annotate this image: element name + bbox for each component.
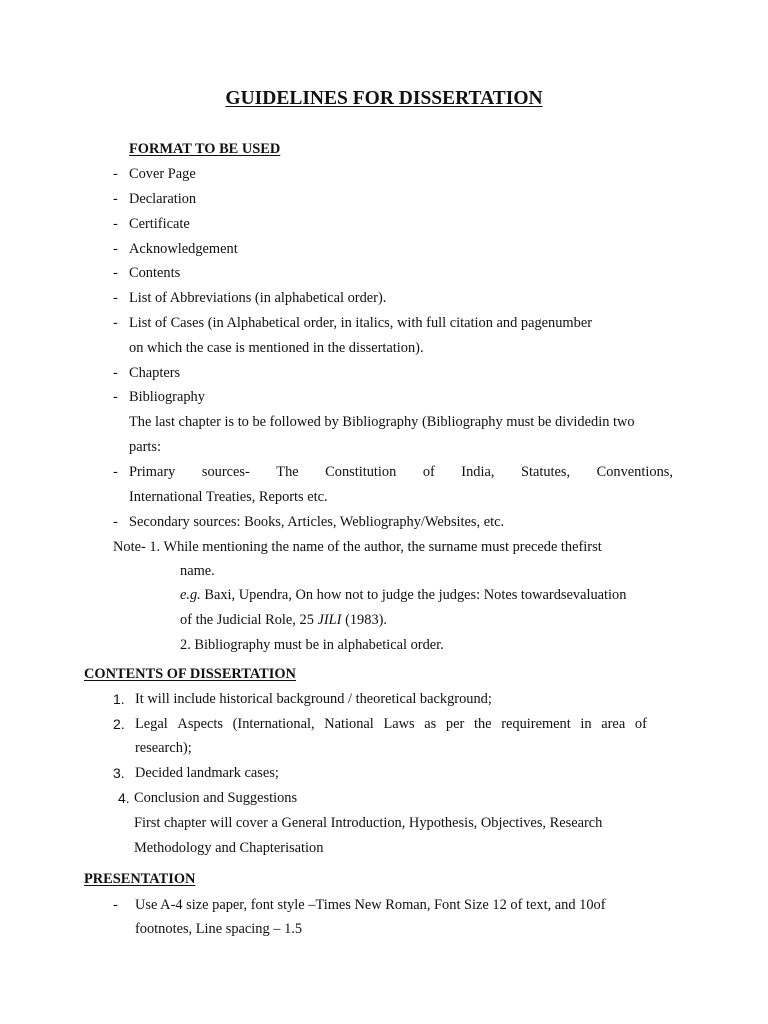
example-citation [180, 588, 626, 602]
eg-prefix: e.g. [180, 587, 201, 603]
list-item: Contents [129, 265, 181, 281]
legal-word: area [601, 716, 626, 732]
primary-word: Constitution [325, 464, 397, 480]
bullet-dash: - [113, 166, 118, 182]
bullet-dash: - [113, 389, 118, 405]
legal-word: National [324, 716, 374, 732]
bullet-dash: - [113, 265, 118, 281]
list-item-cases: List of Cases (in Alphabetical order, in italics, with full citation and pagenumber [129, 315, 593, 331]
bullet-dash: - [113, 241, 118, 257]
bibliography-note-cont: parts: [129, 439, 161, 455]
note-2: 2. Bibliography must be in alphabetical order. [180, 637, 444, 653]
bullet-dash: - [113, 315, 118, 331]
item-number: 4. [118, 790, 130, 806]
journal-abbrev: JILI [317, 612, 342, 628]
list-item: It will include historical background / theoretical background; [135, 691, 492, 707]
legal-word: (International, [232, 716, 315, 732]
list-item: List of Abbreviations (in alphabetical order). [129, 290, 387, 306]
legal-word: Aspects [177, 716, 223, 732]
first-chapter-note-cont: Methodology and Chapterisation [134, 840, 324, 856]
note-line-cont: name. [180, 563, 215, 579]
list-item: Acknowledgement [129, 241, 238, 257]
legal-word: in [580, 716, 592, 732]
eg-text: Baxi, Upendra, On how not to judge the judges: Notes towardsevaluation [200, 587, 627, 603]
legal-word: of [634, 716, 647, 732]
bullet-dash: - [113, 514, 118, 530]
presentation-heading: PRESENTATION [84, 871, 196, 887]
legal-word: as [424, 716, 437, 732]
primary-word: Statutes, [520, 464, 571, 480]
list-item: Declaration [129, 191, 197, 207]
bullet-dash: - [113, 191, 118, 207]
bullet-dash: - [113, 216, 118, 232]
list-item-cases-cont: on which the case is mentioned in the dissertation). [129, 340, 424, 356]
note-line: Note- 1. While mentioning the name of the author, the surname must precede thefirst [113, 539, 602, 555]
primary-word: India, [461, 464, 495, 480]
example-citation-cont [180, 613, 387, 627]
bullet-dash: - [113, 290, 118, 306]
eg-text: (1983). [341, 612, 388, 628]
list-item: Decided landmark cases; [135, 765, 279, 781]
list-item: Certificate [129, 216, 190, 232]
list-item: Conclusion and Suggestions [134, 790, 298, 806]
primary-word: Conventions, [596, 464, 673, 480]
presentation-item-cont: footnotes, Line spacing – 1.5 [135, 921, 303, 937]
bullet-dash: - [113, 365, 118, 381]
bullet-dash: - [113, 897, 118, 913]
first-chapter-note: First chapter will cover a General Introduction, Hypothesis, Objectives, Research [134, 815, 603, 831]
legal-word: requirement [501, 716, 571, 732]
primary-sources-cont: International Treaties, Reports etc. [129, 489, 328, 505]
item-number: 2. [113, 716, 125, 732]
legal-word: the [473, 716, 492, 732]
primary-word: sources- [201, 464, 250, 480]
secondary-sources: Secondary sources: Books, Articles, Webliography/Websites, etc. [129, 514, 505, 530]
list-item: Cover Page [129, 166, 196, 182]
page-title: GUIDELINES FOR DISSERTATION [225, 88, 543, 109]
primary-word: Primary [129, 464, 176, 480]
format-heading: FORMAT TO BE USED [129, 141, 281, 157]
list-item: Chapters [129, 365, 181, 381]
contents-heading: CONTENTS OF DISSERTATION [84, 666, 296, 682]
item-number: 1. [113, 691, 125, 707]
list-item-legal [135, 717, 647, 731]
item-number: 3. [113, 765, 125, 781]
eg-text: of the Judicial Role, 25 [180, 612, 318, 628]
primary-sources-line [129, 465, 673, 479]
legal-word: Legal [135, 716, 168, 732]
legal-word: Laws [383, 716, 415, 732]
primary-word: The [276, 464, 299, 480]
bullet-dash: - [113, 464, 118, 480]
legal-word: per [445, 716, 465, 732]
bibliography-note: The last chapter is to be followed by Bibliography (Bibliography must be dividedin two [129, 414, 635, 430]
list-item-legal-cont: research); [135, 740, 192, 756]
primary-word: of [422, 464, 435, 480]
list-item: Bibliography [129, 389, 205, 405]
presentation-item: Use A-4 size paper, font style –Times New Roman, Font Size 12 of text, and 10of [135, 897, 606, 913]
